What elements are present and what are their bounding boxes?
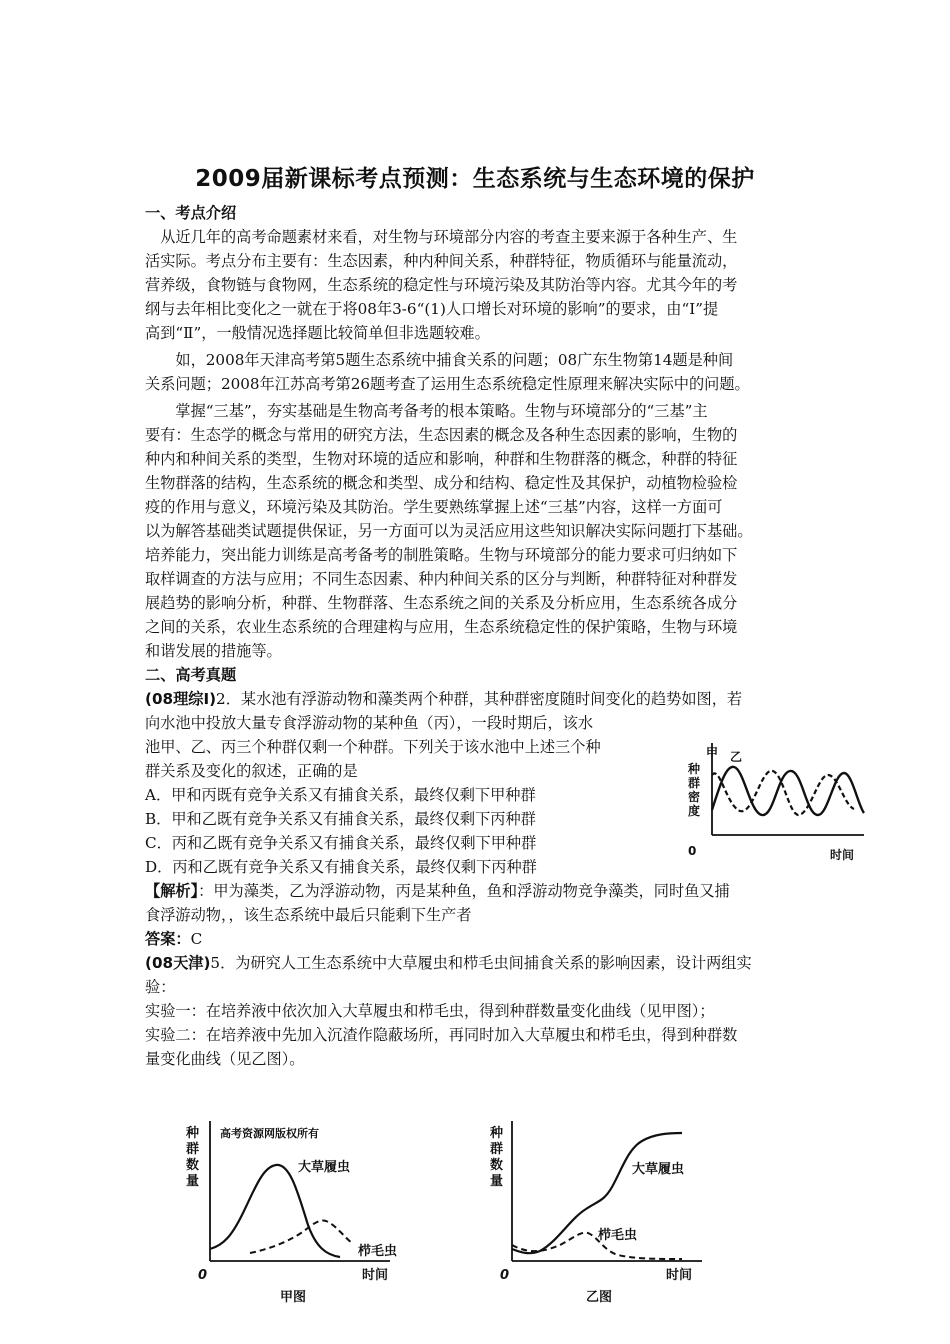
option-b: B．甲和乙既有竞争关系又有捕食关系，最终仅剩下丙种群 [145, 810, 536, 828]
y-axis-label: 种 [186, 1126, 200, 1141]
y-axis-label: 数 [490, 1158, 504, 1173]
figure-yi [486, 1115, 716, 1305]
origin-label: 0 [500, 1268, 510, 1283]
question-2-stem [145, 951, 752, 975]
paragraph-line: 要有：生态学的概念与常用的研究方法，生态因素的概念及各种生态因素的影响，生物的 [145, 426, 738, 444]
paragraph-line: 和谐发展的措施等。 [145, 642, 282, 660]
section-heading: 二、高考真题 [145, 666, 237, 684]
y-axis-label: 量 [490, 1174, 504, 1189]
question-source-tag: (08理综Ⅰ) [145, 690, 217, 708]
y-axis-label: 度 [688, 804, 701, 818]
paragraph-line: 之间的关系，农业生态系统的合理建构与应用，生态系统稳定性的保护策略，生物与环境 [145, 618, 738, 636]
answer-value: C [190, 930, 203, 948]
label-da-caolvchong: 大草履虫 [632, 1162, 685, 1177]
dashed-curve [250, 1220, 352, 1253]
question-source-tag: (08天津) [145, 954, 211, 972]
question-text: 池甲、乙、丙三个种群仅剩一个种群。下列关于该水池中上述三个种 [145, 738, 601, 756]
paragraph-line: 纲与去年相比变化之一就在于将08年3-6“(1)人口增长对环境的影响”的要求，由“Ⅰ”提 [145, 300, 719, 318]
paragraph-line: 营养级，食物链与食物网，生态系统的稳定性与环境污染及其防治等内容。尤其今年的考 [145, 276, 738, 294]
analysis-label: 【解析】 [145, 882, 199, 900]
paragraph-line: 生物群落的结构，生态系统的概念和类型、成分和结构、稳定性及其保护，动植物检验检 [145, 474, 738, 492]
paragraph-line: 从近几年的高考命题素材来看，对生物与环境部分内容的考查主要来源于各种生产、生 [145, 228, 738, 246]
paragraph-line: 种内和种间关系的类型，生物对环境的适应和影响，种群和生物群落的概念，种群的特征 [145, 450, 738, 468]
paragraph-line: 高到“Ⅱ”，一般情况选择题比较简单但非选题较难。 [145, 324, 490, 342]
answer-line [145, 927, 202, 951]
answer-label: 答案： [145, 930, 191, 948]
figure-caption: 甲图 [280, 1290, 307, 1305]
paragraph-line: 掌握“三基”，夯实基础是生物高考备考的根本策略。生物与环境部分的“三基”主 [145, 402, 708, 420]
paragraph-line: 关系问题；2008年江苏高考第26题考查了运用生态系统稳定性原理来解决实际中的问题。 [145, 375, 750, 393]
series-label-yi: 乙 [730, 750, 743, 764]
watermark: 高考资源网版权所有 [220, 1127, 319, 1140]
experiment-2-text: 量变化曲线（见乙图）。 [145, 1050, 305, 1068]
label-zhimaochong: 栉毛虫 [598, 1228, 638, 1243]
figure-jia [180, 1115, 400, 1305]
option-c: C．丙和乙既有竞争关系又有捕食关系，最终仅剩下甲种群 [145, 834, 537, 852]
solid-curve [210, 1165, 340, 1257]
y-axis-label: 种 [490, 1126, 504, 1141]
y-axis-label: 群 [186, 1142, 200, 1157]
series-label-jia: 甲 [706, 746, 719, 760]
figure-caption: 乙图 [586, 1290, 613, 1305]
y-axis-label: 群 [490, 1142, 504, 1157]
y-axis-label: 种 [688, 762, 701, 776]
paragraph-line: 疫的作用与意义，环境污染及其防治。学生要熟练掌握上述“三基”内容，这样一方面可 [145, 498, 723, 516]
origin-label: 0 [198, 1268, 208, 1283]
option-a: A．甲和丙既有竞争关系又有捕食关系，最终仅剩下甲种群 [145, 786, 536, 804]
y-axis-label: 数 [186, 1158, 200, 1173]
x-axis-label: 时间 [362, 1268, 389, 1283]
page-title: 2009届新课标考点预测：生态系统与生态环境的保护 [195, 166, 755, 192]
figure-population-density [678, 735, 874, 867]
section-heading: 一、考点介绍 [145, 204, 237, 222]
experiment-1-text: 实验一：在培养液中依次加入大草履虫和栉毛虫，得到种群数量变化曲线（见甲图）； [145, 1002, 715, 1020]
question-text: 群关系及变化的叙述，正确的是 [145, 762, 358, 780]
paragraph-line: 培养能力，突出能力训练是高考备考的制胜策略。生物与环境部分的能力要求可归纳如下 [145, 546, 738, 564]
y-axis-label: 量 [186, 1174, 200, 1189]
y-axis-label: 密 [688, 790, 701, 804]
experiment-2-text: 实验二：在培养液中先加入沉渣作隐蔽场所，再同时加入大草履虫和栉毛虫，得到种群数 [145, 1026, 738, 1044]
paragraph-line: 如，2008年天津高考第5题生态系统中捕食关系的问题；08广东生物第14题是种间 [145, 351, 734, 369]
question-text: 2．某水池有浮游动物和藻类两个种群，其种群密度随时间变化的趋势如图，若 [216, 690, 743, 708]
analysis-text: ：甲为藻类，乙为浮游动物，丙是某种鱼，鱼和浮游动物竞争藻类，同时鱼又捕 [198, 882, 730, 900]
option-d: D．丙和乙既有竞争关系又有捕食关系，最终仅剩下丙种群 [145, 858, 537, 876]
paragraph-line: 取样调查的方法与应用；不同生态因素、种内种间关系的区分与判断，种群特征对种群发 [145, 570, 738, 588]
paragraph-line: 以为解答基础类试题提供保证，另一方面可以为灵活应用这些知识解决实际问题打下基础。 [145, 522, 753, 540]
solid-curve [512, 1133, 685, 1253]
label-da-caolvchong: 大草履虫 [298, 1160, 351, 1175]
question-text: 5．为研究人工生态系统中大草履虫和栉毛虫间捕食关系的影响因素，设计两组实 [210, 954, 752, 972]
dashed-curve [512, 1233, 682, 1259]
question-text: 验： [145, 978, 176, 996]
analysis-text: 食浮游动物，，该生态系统中最后只能剩下生产者 [145, 906, 472, 924]
x-axis-label: 时间 [666, 1268, 693, 1283]
paragraph-line: 活实际。考点分布主要有：生态因素，种内种间关系，种群特征，物质循环与能量流动， [145, 252, 738, 270]
x-axis-label: 时间 [830, 848, 855, 862]
y-axis-label: 群 [688, 776, 701, 790]
origin-label: 0 [688, 844, 697, 858]
analysis-line [145, 879, 730, 903]
question-text: 向水池中投放大量专食浮游动物的某种鱼（丙），一段时期后，该水 [145, 714, 594, 732]
paragraph-line: 展趋势的影响分析，种群、生物群落、生态系统之间的关系及分析应用，生态系统各成分 [145, 594, 738, 612]
label-zhimaochong: 栉毛虫 [358, 1244, 398, 1259]
question-1-stem [145, 687, 742, 711]
